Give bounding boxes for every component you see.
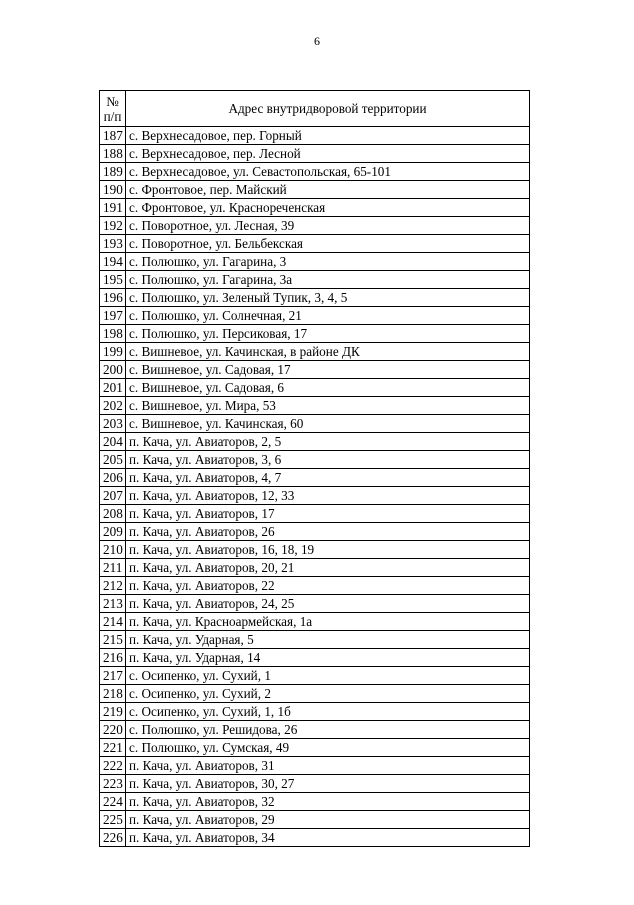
row-number: 224 — [100, 793, 126, 811]
row-address: с. Осипенко, ул. Сухий, 1, 1б — [126, 703, 530, 721]
table-row — [100, 217, 530, 235]
row-address: п. Кача, ул. Авиаторов, 24, 25 — [126, 595, 530, 613]
table-row — [100, 307, 530, 325]
row-number: 193 — [100, 235, 126, 253]
table-row — [100, 235, 530, 253]
row-number: 206 — [100, 469, 126, 487]
table-row — [100, 271, 530, 289]
row-number: 225 — [100, 811, 126, 829]
row-address: с. Вишневое, ул. Садовая, 17 — [126, 361, 530, 379]
row-address: с. Полюшко, ул. Гагарина, 3 — [126, 253, 530, 271]
header-number-abbr: п/п — [103, 108, 122, 124]
row-number: 217 — [100, 667, 126, 685]
table-row — [100, 721, 530, 739]
row-address: п. Кача, ул. Авиаторов, 16, 18, 19 — [126, 541, 530, 559]
row-number: 215 — [100, 631, 126, 649]
row-number: 196 — [100, 289, 126, 307]
table-row — [100, 289, 530, 307]
table-row — [100, 415, 530, 433]
row-number: 209 — [100, 523, 126, 541]
table-row — [100, 793, 530, 811]
row-address: с. Полюшко, ул. Гагарина, 3а — [126, 271, 530, 289]
row-number: 203 — [100, 415, 126, 433]
row-address: п. Кача, ул. Ударная, 5 — [126, 631, 530, 649]
row-address: с. Фронтовое, ул. Краснореченская — [126, 199, 530, 217]
row-number: 201 — [100, 379, 126, 397]
row-number: 195 — [100, 271, 126, 289]
table-row — [100, 379, 530, 397]
row-number: 187 — [100, 127, 126, 145]
row-address: с. Поворотное, ул. Лесная, 39 — [126, 217, 530, 235]
row-address: п. Кача, ул. Авиаторов, 4, 7 — [126, 469, 530, 487]
row-number: 199 — [100, 343, 126, 361]
row-number: 200 — [100, 361, 126, 379]
row-number: 211 — [100, 559, 126, 577]
table-row — [100, 145, 530, 163]
row-number: 223 — [100, 775, 126, 793]
table-row — [100, 685, 530, 703]
row-address: с. Вишневое, ул. Качинская, в районе ДК — [126, 343, 530, 361]
address-table — [99, 90, 530, 847]
table-row — [100, 361, 530, 379]
table-row — [100, 397, 530, 415]
row-address: п. Кача, ул. Авиаторов, 12, 33 — [126, 487, 530, 505]
table-row — [100, 469, 530, 487]
row-address: с. Полюшко, ул. Солнечная, 21 — [126, 307, 530, 325]
row-address: с. Вишневое, ул. Садовая, 6 — [126, 379, 530, 397]
row-address: с. Верхнесадовое, пер. Лесной — [126, 145, 530, 163]
row-number: 190 — [100, 181, 126, 199]
row-address: с. Поворотное, ул. Бельбекская — [126, 235, 530, 253]
table-row — [100, 541, 530, 559]
row-number: 204 — [100, 433, 126, 451]
row-number: 210 — [100, 541, 126, 559]
header-address: Адрес внутридворовой территории — [126, 91, 530, 127]
row-address: с. Вишневое, ул. Мира, 53 — [126, 397, 530, 415]
row-number: 192 — [100, 217, 126, 235]
row-number: 219 — [100, 703, 126, 721]
row-number: 226 — [100, 829, 126, 847]
row-address: с. Вишневое, ул. Качинская, 60 — [126, 415, 530, 433]
row-number: 221 — [100, 739, 126, 757]
row-number: 198 — [100, 325, 126, 343]
table-row — [100, 703, 530, 721]
row-address: п. Кача, ул. Авиаторов, 32 — [126, 793, 530, 811]
row-address: с. Полюшко, ул. Сумская, 49 — [126, 739, 530, 757]
table-row — [100, 523, 530, 541]
row-number: 202 — [100, 397, 126, 415]
table-row — [100, 649, 530, 667]
row-address: п. Кача, ул. Авиаторов, 2, 5 — [126, 433, 530, 451]
row-address: п. Кача, ул. Авиаторов, 29 — [126, 811, 530, 829]
row-address: п. Кача, ул. Красноармейская, 1а — [126, 613, 530, 631]
table-body — [100, 127, 530, 847]
row-address: п. Кача, ул. Авиаторов, 17 — [126, 505, 530, 523]
table-row — [100, 127, 530, 145]
table-row — [100, 163, 530, 181]
row-address: п. Кача, ул. Авиаторов, 30, 27 — [126, 775, 530, 793]
row-address: с. Полюшко, ул. Персиковая, 17 — [126, 325, 530, 343]
row-address: с. Верхнесадовое, пер. Горный — [126, 127, 530, 145]
table-row — [100, 775, 530, 793]
row-address: п. Кача, ул. Авиаторов, 31 — [126, 757, 530, 775]
table-row — [100, 505, 530, 523]
table-row — [100, 343, 530, 361]
table-row — [100, 577, 530, 595]
row-address: с. Фронтовое, пер. Майский — [126, 181, 530, 199]
row-number: 189 — [100, 163, 126, 181]
table-row — [100, 757, 530, 775]
row-address: п. Кача, ул. Авиаторов, 34 — [126, 829, 530, 847]
row-address: с. Верхнесадовое, ул. Севастопольская, 65-101 — [126, 163, 530, 181]
row-number: 194 — [100, 253, 126, 271]
row-address: п. Кача, ул. Авиаторов, 20, 21 — [126, 559, 530, 577]
row-address: п. Кача, ул. Авиаторов, 3, 6 — [126, 451, 530, 469]
table-row — [100, 433, 530, 451]
row-address: с. Осипенко, ул. Сухий, 2 — [126, 685, 530, 703]
row-number: 191 — [100, 199, 126, 217]
header-number-symbol: № — [106, 93, 119, 109]
row-number: 197 — [100, 307, 126, 325]
row-number: 207 — [100, 487, 126, 505]
table-header-row — [100, 91, 530, 127]
page-number: 6 — [314, 34, 320, 48]
table-row — [100, 199, 530, 217]
row-number: 208 — [100, 505, 126, 523]
table-row — [100, 739, 530, 757]
table-row — [100, 667, 530, 685]
row-address: п. Кача, ул. Авиаторов, 22 — [126, 577, 530, 595]
row-number: 222 — [100, 757, 126, 775]
table-row — [100, 631, 530, 649]
table-row — [100, 811, 530, 829]
row-address: с. Осипенко, ул. Сухий, 1 — [126, 667, 530, 685]
table-row — [100, 613, 530, 631]
row-address: п. Кача, ул. Авиаторов, 26 — [126, 523, 530, 541]
row-address: с. Полюшко, ул. Зеленый Тупик, 3, 4, 5 — [126, 289, 530, 307]
row-number: 213 — [100, 595, 126, 613]
row-number: 205 — [100, 451, 126, 469]
row-number: 216 — [100, 649, 126, 667]
row-number: 188 — [100, 145, 126, 163]
table-row — [100, 181, 530, 199]
row-number: 214 — [100, 613, 126, 631]
row-address: с. Полюшко, ул. Решидова, 26 — [126, 721, 530, 739]
table-row — [100, 253, 530, 271]
table-row — [100, 595, 530, 613]
table-row — [100, 451, 530, 469]
table-row — [100, 325, 530, 343]
row-number: 218 — [100, 685, 126, 703]
row-number: 220 — [100, 721, 126, 739]
header-number — [100, 91, 126, 127]
row-address: п. Кача, ул. Ударная, 14 — [126, 649, 530, 667]
row-number: 212 — [100, 577, 126, 595]
table-row — [100, 487, 530, 505]
table-row — [100, 559, 530, 577]
table-row — [100, 829, 530, 847]
